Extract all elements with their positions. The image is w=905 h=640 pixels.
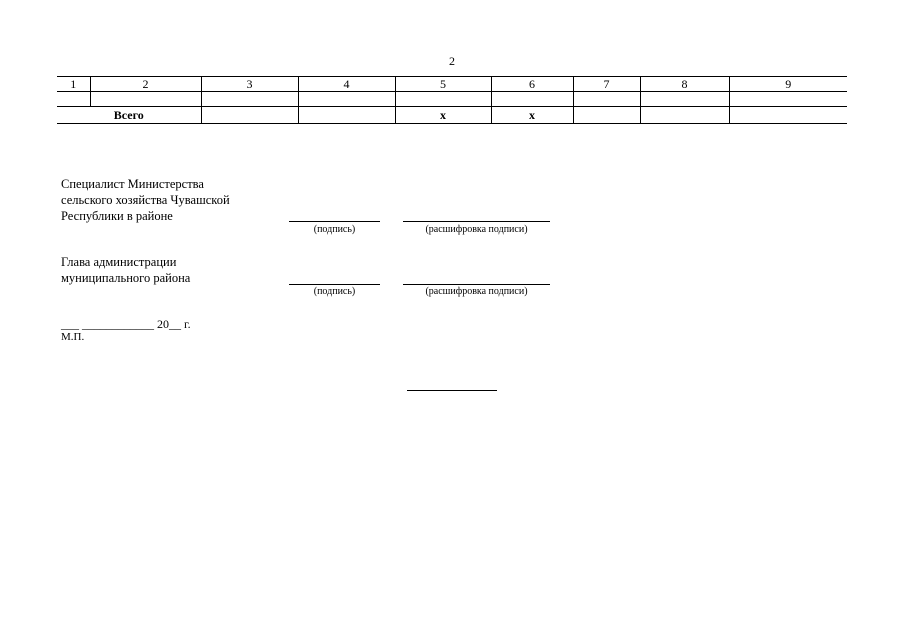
total-cell — [729, 107, 847, 124]
head-decoding-line — [403, 284, 550, 285]
date-line: ___ ____________ 20__ г. — [61, 317, 191, 331]
stamp-placeholder: М.П. — [61, 331, 85, 343]
head-decoding-caption: (расшифровка подписи) — [425, 286, 528, 297]
column-number-5: 5 — [395, 77, 491, 92]
specialist-decoding-caption: (расшифровка подписи) — [425, 224, 528, 235]
column-number-3: 3 — [201, 77, 298, 92]
specialist-signature-line — [289, 221, 380, 222]
table-cell — [640, 92, 729, 107]
table-cell — [57, 92, 90, 107]
table-header-row — [57, 77, 847, 92]
head-label: Глава администрации муниципального района — [61, 255, 191, 285]
specialist-decoding-line — [403, 221, 550, 222]
column-number-1: 1 — [57, 77, 90, 92]
page-number: 2 — [449, 54, 455, 68]
column-number-8: 8 — [640, 77, 729, 92]
total-label: Всего — [57, 107, 201, 124]
head-signature-line — [289, 284, 380, 285]
table-cell — [90, 92, 201, 107]
table-cell — [729, 92, 847, 107]
summary-table — [57, 76, 847, 124]
specialist-signature-caption: (подпись) — [313, 224, 356, 235]
table-cell — [491, 92, 573, 107]
total-cell — [298, 107, 395, 124]
total-cell: x — [395, 107, 491, 124]
table-cell — [298, 92, 395, 107]
column-number-4: 4 — [298, 77, 395, 92]
table-row — [57, 92, 847, 107]
column-number-2: 2 — [90, 77, 201, 92]
column-number-7: 7 — [573, 77, 640, 92]
total-row — [57, 107, 847, 124]
total-cell: x — [491, 107, 573, 124]
specialist-label: Специалист Министерства сельского хозяйства Чувашской Республики в районе — [61, 177, 230, 223]
column-number-6: 6 — [491, 77, 573, 92]
table-cell — [395, 92, 491, 107]
table-cell — [573, 92, 640, 107]
column-number-9: 9 — [729, 77, 847, 92]
total-cell — [201, 107, 298, 124]
head-signature-caption: (подпись) — [313, 286, 356, 297]
total-cell — [640, 107, 729, 124]
table-cell — [201, 92, 298, 107]
end-divider — [407, 390, 497, 391]
total-cell — [573, 107, 640, 124]
